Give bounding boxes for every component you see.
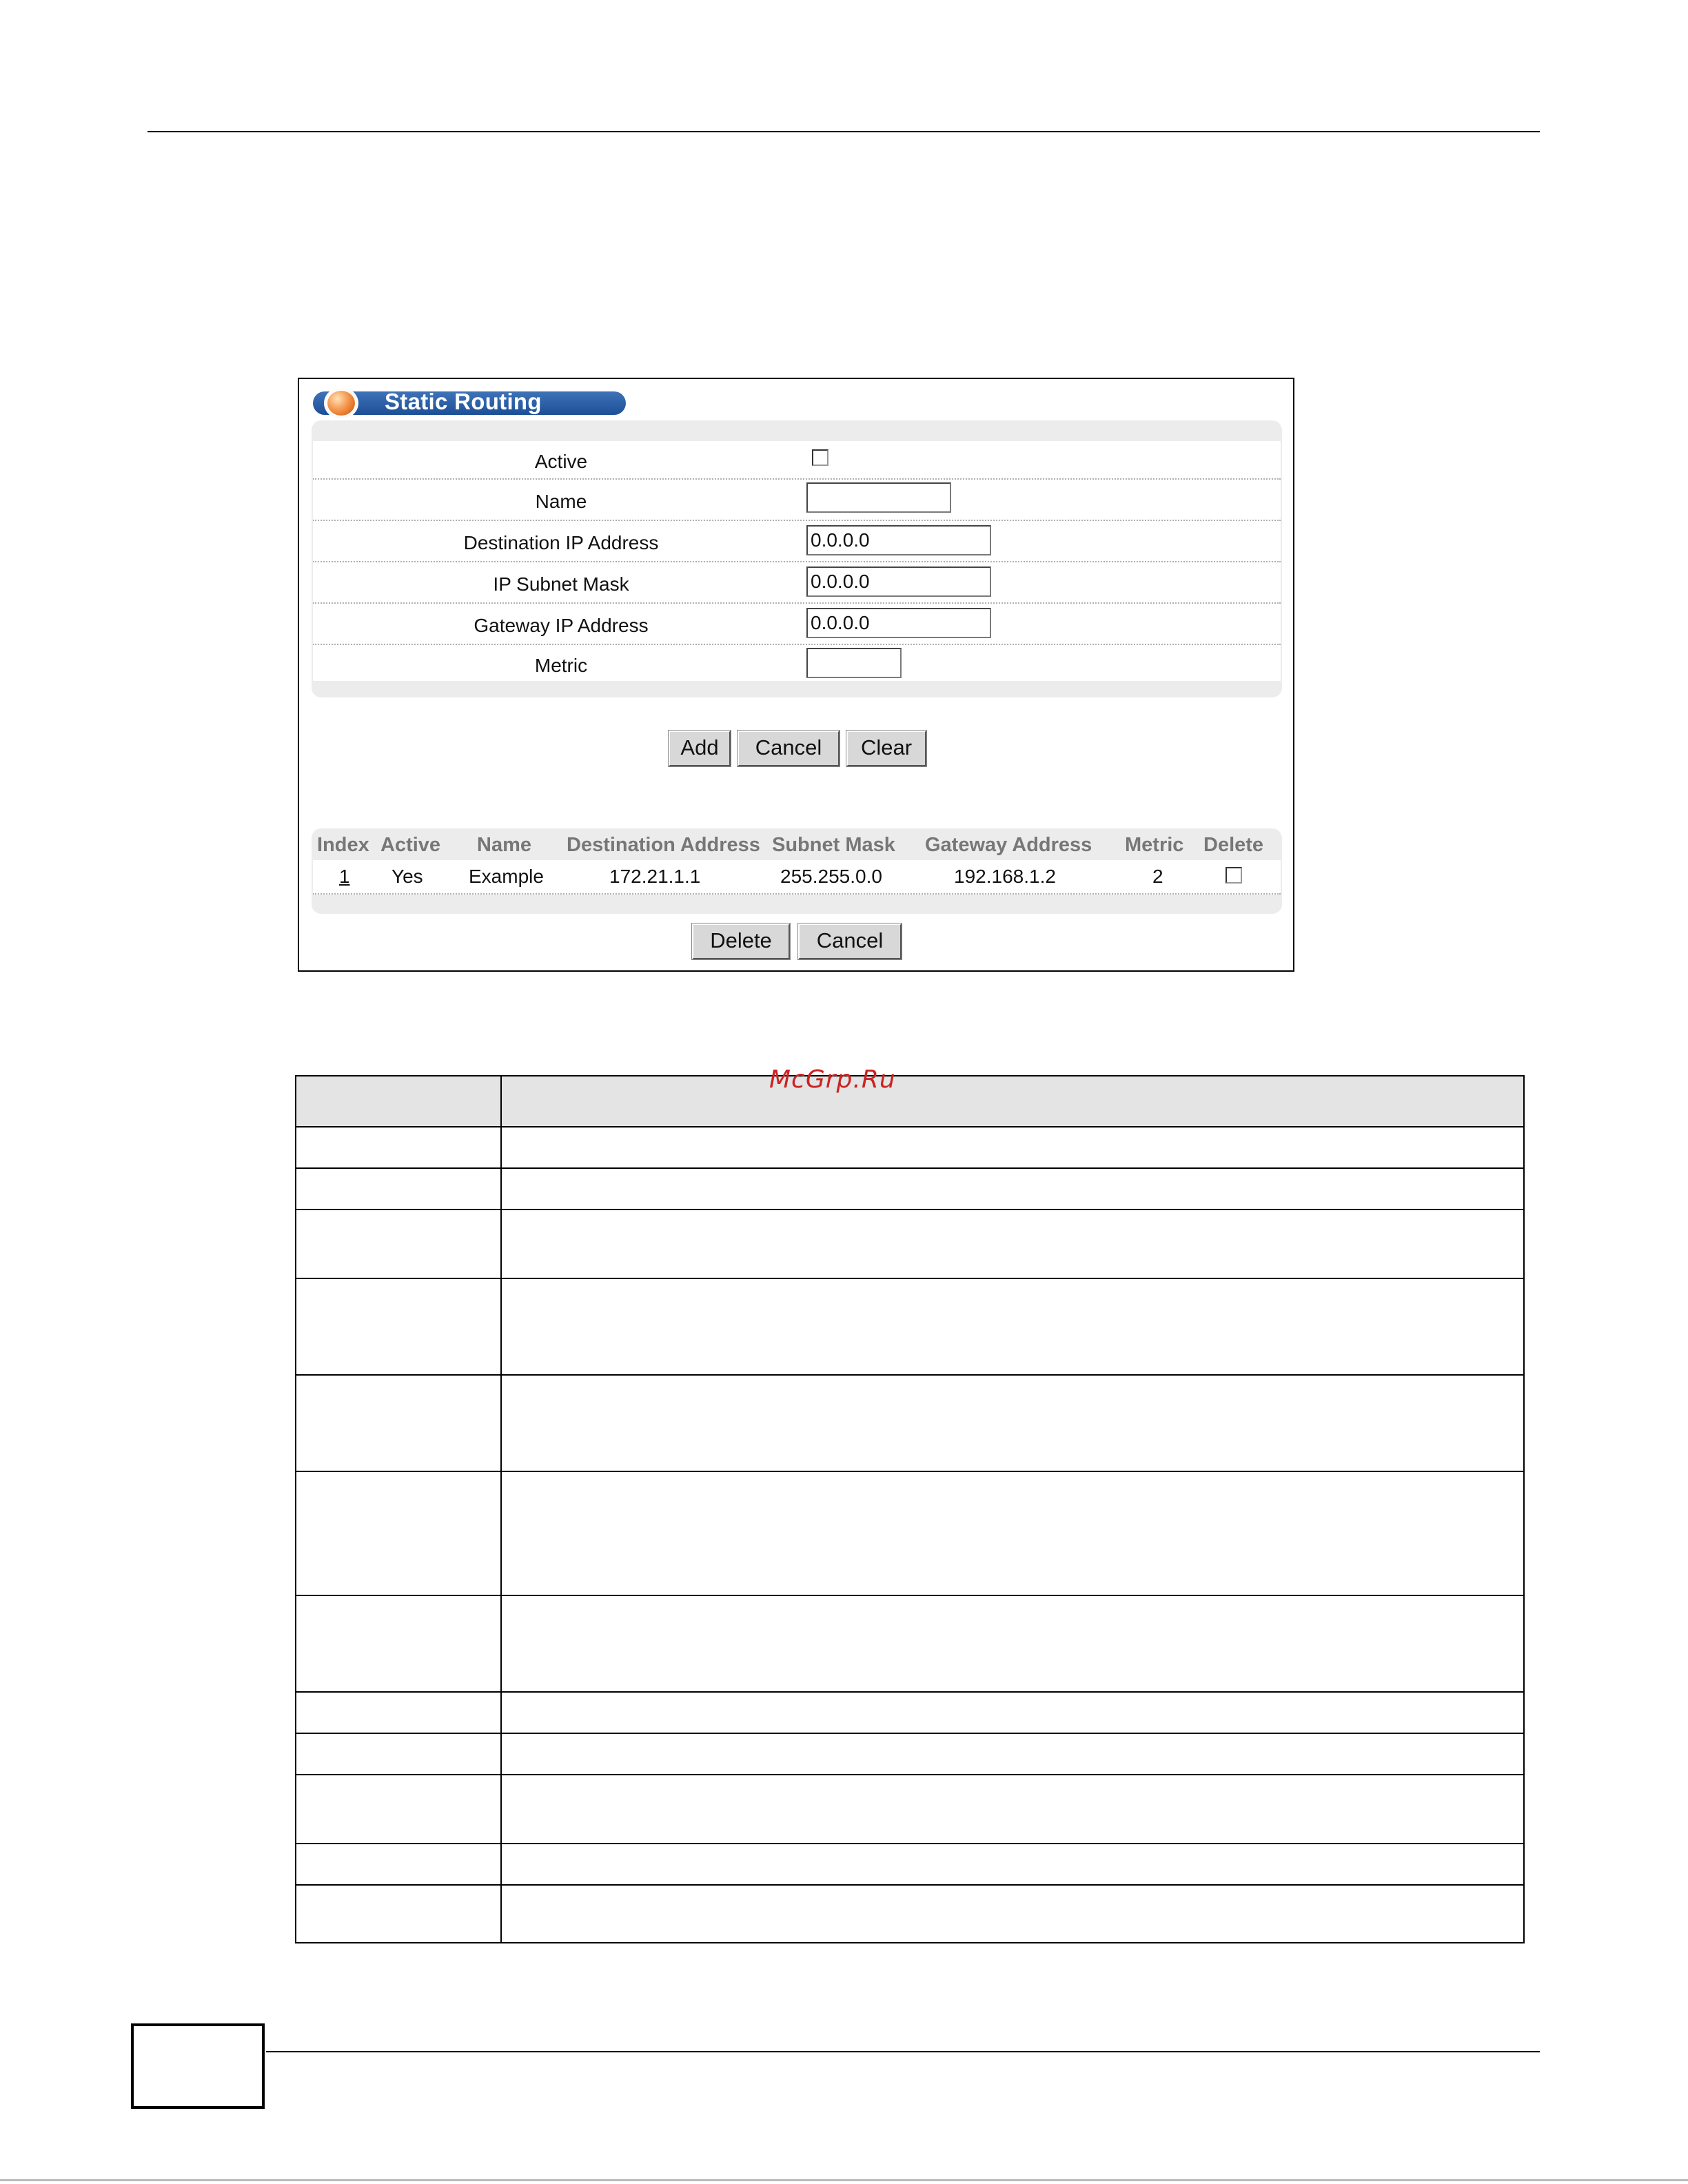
table-row — [296, 1127, 1523, 1169]
panel-title: Static Routing — [385, 389, 542, 414]
metric-label: Metric — [534, 655, 588, 676]
table-cell — [502, 1376, 1523, 1471]
route-form — [312, 420, 1282, 697]
row-destination: 172.21.1.1 — [609, 866, 701, 887]
row-active: Yes — [392, 866, 423, 887]
table-cell — [502, 1169, 1523, 1209]
table-row — [313, 860, 1281, 895]
table-row — [296, 1169, 1523, 1210]
col-header-delete: Delete — [1203, 834, 1264, 856]
form-row-name — [313, 480, 1281, 521]
table-row — [296, 1734, 1523, 1775]
clear-button[interactable]: Clear — [846, 731, 926, 766]
table-cell — [296, 1472, 502, 1595]
static-routing-screenshot — [298, 378, 1294, 972]
col-header-destination: Destination Address — [567, 834, 760, 856]
table-header-cell-label — [296, 1076, 502, 1126]
active-checkbox[interactable] — [812, 449, 828, 466]
watermark: McGrp.Ru — [769, 1065, 896, 1094]
form-row-active — [313, 441, 1281, 480]
table-row — [296, 1210, 1523, 1279]
footer-rule — [266, 2051, 1540, 2052]
table-cell — [296, 1693, 502, 1733]
table-row — [296, 1279, 1523, 1376]
form-row-metric — [313, 645, 1281, 681]
description-table — [295, 1075, 1525, 1943]
name-label: Name — [535, 491, 587, 512]
row-subnet: 255.255.0.0 — [780, 866, 882, 887]
table-cell — [502, 1886, 1523, 1942]
table-cell — [296, 1596, 502, 1691]
page-number-box — [131, 2023, 265, 2109]
table-cell — [296, 1886, 502, 1942]
row-name: Example — [469, 866, 544, 887]
table-cell — [296, 1844, 502, 1884]
table-row — [296, 1886, 1523, 1942]
bottom-edge-strip — [0, 2179, 1688, 2181]
table-row — [296, 1693, 1523, 1734]
add-button[interactable]: Add — [669, 731, 731, 766]
row-metric: 2 — [1152, 866, 1163, 887]
table-row — [296, 1596, 1523, 1693]
col-header-index: Index — [317, 834, 369, 856]
table-cell — [296, 1279, 502, 1374]
route-table — [312, 828, 1282, 914]
active-label: Active — [534, 451, 588, 472]
table-cell — [296, 1127, 502, 1167]
table-cell — [502, 1472, 1523, 1595]
table-row — [296, 1472, 1523, 1596]
metric-input[interactable] — [806, 648, 902, 678]
table-header-row — [296, 1076, 1523, 1127]
col-header-subnet: Subnet Mask — [772, 834, 895, 856]
form-row-destination — [313, 521, 1281, 562]
subnet-mask-label: IP Subnet Mask — [493, 573, 629, 595]
row-gateway: 192.168.1.2 — [954, 866, 1056, 887]
subnet-mask-input[interactable]: 0.0.0.0 — [806, 567, 991, 597]
table-cell — [502, 1127, 1523, 1167]
destination-ip-input[interactable]: 0.0.0.0 — [806, 525, 991, 555]
table-header-cell-description — [502, 1076, 1523, 1126]
col-header-name: Name — [477, 834, 531, 856]
form-row-gateway — [313, 604, 1281, 645]
table-row — [296, 1844, 1523, 1886]
gateway-ip-label: Gateway IP Address — [474, 615, 649, 636]
delete-button[interactable]: Delete — [692, 923, 790, 959]
col-header-gateway: Gateway Address — [925, 834, 1092, 856]
col-header-metric: Metric — [1125, 834, 1184, 856]
row-index-link[interactable]: 1 — [339, 866, 350, 887]
table-row — [296, 1775, 1523, 1844]
route-form-body — [313, 441, 1281, 681]
row-delete-checkbox[interactable] — [1226, 867, 1242, 884]
header-rule — [148, 131, 1540, 132]
table-cell — [502, 1734, 1523, 1774]
table-cell — [502, 1210, 1523, 1278]
col-header-active: Active — [380, 834, 441, 856]
destination-ip-label: Destination IP Address — [463, 532, 659, 553]
table-cell — [296, 1376, 502, 1471]
gateway-ip-input[interactable]: 0.0.0.0 — [806, 608, 991, 638]
table-cell — [502, 1775, 1523, 1843]
orb-icon — [324, 387, 358, 419]
table-row — [296, 1376, 1523, 1472]
table-cancel-button[interactable]: Cancel — [798, 923, 902, 959]
name-input[interactable] — [806, 482, 951, 513]
table-cell — [296, 1169, 502, 1209]
table-cell — [296, 1734, 502, 1774]
table-cell — [502, 1693, 1523, 1733]
table-cell — [502, 1844, 1523, 1884]
table-cell — [502, 1279, 1523, 1374]
form-row-subnet — [313, 562, 1281, 604]
cancel-button[interactable]: Cancel — [738, 731, 840, 766]
table-cell — [296, 1775, 502, 1843]
table-cell — [296, 1210, 502, 1278]
table-cell — [502, 1596, 1523, 1691]
